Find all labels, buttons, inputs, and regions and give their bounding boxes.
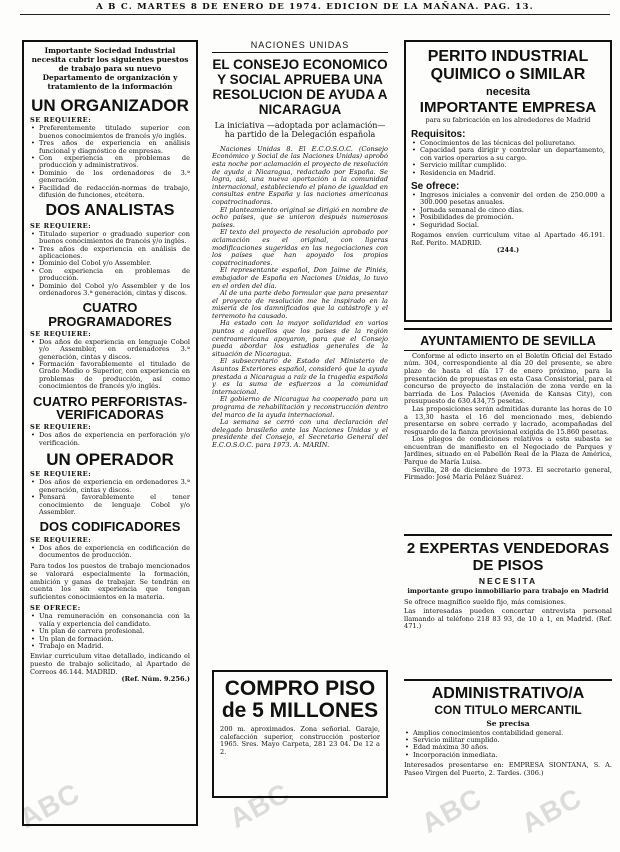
administrativo-precisa: Se precisa xyxy=(486,718,530,728)
req-label: SE REQUIERE: xyxy=(30,470,92,479)
vendedoras-sub: importante grupo inmobiliario para trabajo en Madrid xyxy=(407,587,609,595)
column-left xyxy=(22,40,198,826)
ad-headline: COMPRO PISO de 5 MILLONES xyxy=(221,677,379,722)
title-perforistas: CUATRO PERFORISTAS-VERIFICADORAS xyxy=(32,393,188,422)
ad-compro-piso xyxy=(212,670,388,798)
list-item: • Un plan de formación. xyxy=(30,636,190,643)
list-programadores xyxy=(30,339,190,391)
vendedoras-title: 2 EXPERTAS VENDEDORAS DE PISOS xyxy=(406,540,610,574)
perito-closing: Rogamos envíen curriculum vitae al Apartado 46.191. Ref. Perito. MADRID. xyxy=(411,230,605,247)
list-item: • Servicio militar cumplido. xyxy=(404,737,612,744)
watermark: ABC xyxy=(416,781,487,840)
list-item: • Amplios conocimientos contabilidad general. xyxy=(404,730,612,737)
sevilla-paragraph: Las proposiciones serán admitidas durante las horas de 10 a 13,30 hasta el 16 del mencionado mes, debiendo presentarse en sobre cerrado y lacrado, acompañadas del resguardo de la fianza provisional exigida de 15.860 pesetas. xyxy=(404,404,612,436)
list-item: • Titulado superior o graduado superior con buenos conocimientos de francés y/o inglés. xyxy=(30,231,190,246)
ad-intro: Importante Sociedad Industrial necesita cubrir los siguientes puestos de trabajo para su nuevo Departamento de organización y tratamiento de la información xyxy=(31,46,189,91)
list-item: • Preferentemente titulado superior con buenos conocimientos de francés y/o inglés. xyxy=(30,125,190,140)
news-article xyxy=(212,40,388,662)
list-analistas xyxy=(30,231,190,298)
list-ofrece xyxy=(411,192,605,229)
job-ad-organization xyxy=(22,40,198,826)
list-item: • Incorporación inmediata. xyxy=(404,752,612,759)
req-label: SE REQUIERE: xyxy=(30,329,92,338)
article-headline: EL CONSEJO ECONOMICO Y SOCIAL APRUEBA UNA RESOLUCION DE AYUDA A NICARAGUA xyxy=(212,57,388,117)
edict-sevilla xyxy=(404,328,612,530)
list-item: • Edad máxima 30 años. xyxy=(404,744,612,751)
ad-perito xyxy=(404,40,612,322)
list-item: • Formación favorablemente el titulado de Grado Medio o Superior, con experiencia en problemas de producción, así como conocimientos de francés y/o inglés. xyxy=(30,361,190,391)
column-center xyxy=(212,40,388,798)
article-paragraph: El gobierno de Nicaragua ha cooperado para un programa de rehabilitación y reconstrucción dentro del marco de la ayuda internacional. xyxy=(212,395,388,419)
article-paragraph: Al de una parte debo formular que para presentar el proyecto de resolución me he inspirado en la miseria de los damnificados que la catástrofe y el terremoto ha causado. xyxy=(212,289,388,320)
list-item: • Dominio de los ordenadores de 3.ª generación. xyxy=(30,170,190,185)
sevilla-paragraph: Los pliegos de condiciones relativos a esta subasta se encuentran de manifiesto en el Negociado de Parques y Jardines, situado en el Pabellón Real de la Plaza de América, Parque de María Luisa. xyxy=(404,435,612,467)
list-item: • Con experiencia en problemas de producción. xyxy=(30,268,190,283)
list-item: • Dos años de experiencia en lenguaje Cobol y/o Assembler, en ordenadores 3.ª generación, cintas y discos. xyxy=(30,339,190,361)
article-paragraph: El planteamiento original se dirigió en nombre de ocho países, que se unieron después numerosos países. xyxy=(212,205,388,229)
list-item: • Dos años de experiencia en ordenadores 3.ª generación, cintas y discos. xyxy=(30,479,190,494)
title-operador: UN OPERADOR xyxy=(46,450,174,470)
title-codificadores: DOS CODIFICADORES xyxy=(39,519,181,535)
perito-off-label: Se ofrece: xyxy=(411,180,460,192)
ad-vendedoras xyxy=(404,534,612,675)
page-header: A B C. MARTES 8 DE ENERO DE 1974. EDICION DE LA MAÑANA. PAG. 13. xyxy=(20,2,610,15)
list-organizador xyxy=(30,125,190,199)
vendedoras-text: Se ofrece magnífico sueldo fijo, más comisiones. xyxy=(404,597,566,606)
list-ofrece xyxy=(30,613,190,650)
general-note: Para todos los puestos de trabajo mencionados se valorará especialmente la formación, ambición y ganas de trabajar. Se tendrán en cuenta los sin experiencia que tengan suficientes conocimientos en la materia. xyxy=(30,562,190,601)
title-programadores: CUATRO PROGRAMADORES xyxy=(48,300,172,329)
article-paragraph: Naciones Unidas 8. El E.C.O.S.O.C. (Consejo Económico y Social de las Naciones Unidas) aprobó esta noche por aclamación el proyecto de resolución de ayuda a Nicaragua, redactado por España. Se logra, así, una nueva aportación a la comunidad internacional, estableciendo el plano de igualdad en consultas entre España y las naciones americanas copatrocinadoras. xyxy=(212,144,388,206)
administrativo-subtitle: CON TITULO MERCANTIL xyxy=(434,703,582,718)
ofrece-label: SE OFRECE: xyxy=(30,604,81,613)
list-operador xyxy=(30,479,190,516)
list-perforistas xyxy=(30,432,190,447)
list-item: • Capacidad para dirigir y controlar un departamento, con varios operarios a su cargo. xyxy=(411,147,605,162)
list-codificadores xyxy=(30,545,190,560)
article-paragraph: El representante español, Don Jaime de Piniés, embajador de España en Naciones Unidas, lo tuvo en el orden del día. xyxy=(212,266,388,290)
list-item: • Un plan de carrera profesional. xyxy=(30,628,190,635)
list-item: • Servicio militar cumplido. xyxy=(411,162,605,169)
sevilla-title: AYUNTAMIENTO DE SEVILLA xyxy=(404,335,612,351)
closing-text: Enviar curriculum vitae detallado, indicando el puesto de trabajo solicitado, al Apartado de Correos 46.144. MADRID. xyxy=(30,652,190,676)
title-analistas: DOS ANALISTAS xyxy=(45,202,175,220)
list-item: • Con experiencia en problemas de producción y administrativos. xyxy=(30,155,190,170)
req-label: SE REQUIERE: xyxy=(30,221,92,230)
req-label: SE REQUIERE: xyxy=(30,535,92,544)
list-item: • Pensará favorablemente el tener conocimiento de lenguaje Cobol y/o Assembler. xyxy=(30,494,190,516)
article-paragraph: Ha estado con la mayor solidaridad en varios puntos a aquellos que los países de la región centroamericana apoyaron, para que el Consejo pueda abordar los estudios generales de la situación de Nicaragua. xyxy=(212,319,388,358)
watermark: ABC xyxy=(224,776,295,835)
list-administrativo xyxy=(404,730,612,760)
perito-necesita: necesita xyxy=(485,86,531,98)
article-paragraph: El texto del proyecto de resolución aprobado por aclamación es el original, con ligeras modificaciones sugeridas en las negociaciones con los países que han apoyado los propios copatrocinadores. xyxy=(212,228,388,267)
list-item: • Dos años de experiencia en codificación de documentos de producción. xyxy=(30,545,190,560)
article-paragraph: La semana se cerró con una declaración del delegado brasileño ante las Naciones Unidas y el presidente del Consejo, el Secretario General del E.C.O.S.O.C. para 1973. A. MARÍN. xyxy=(212,418,388,449)
vendedoras-contact: Las interesadas pueden concertar entrevista personal llamando al teléfono 218 83 93, de 10 a 1, en Madrid. (Ref. 471.) xyxy=(404,607,612,631)
list-requisitos xyxy=(411,140,605,177)
sevilla-paragraph: Conforme al edicto inserto en el Boletín Oficial del Estado núm. 304, correspondiente al día 20 del presente, se abre plazo de hasta el día 17 de enero próximo, para la presentación de propuestas en esta Casa Consistorial, para el concurso de proyecto de instalación de zona verde en la barriada de Los Palacios (Avenida de Kansas City), con presupuesto de 630.434,75 pesetas. xyxy=(404,351,612,406)
perito-ref: (244.) xyxy=(496,246,520,255)
list-item: • Facilidad de redacción-normas de trabajo, difusión de funciones, etcétera. xyxy=(30,185,190,200)
list-item: • Seguridad Social. xyxy=(411,222,605,229)
article-body xyxy=(212,146,388,450)
req-label: SE REQUIERE: xyxy=(30,116,92,125)
sevilla-paragraph: Sevilla, 28 de diciembre de 1973. El secretario general, Firmado: José María Peláez Suárez. xyxy=(404,465,612,482)
perito-title: PERITO INDUSTRIAL QUIMICO o SIMILAR xyxy=(427,48,589,83)
vendedoras-necesita: NECESITA xyxy=(478,576,538,586)
perito-req-label: Requisitos: xyxy=(411,128,466,140)
list-item: • Jornada semanal de cinco días. xyxy=(411,207,605,214)
list-item: • Ingresos iniciales a convenir del orden de 250.000 a 300.000 pesetas anuales. xyxy=(411,192,605,207)
list-item: • Residencia en Madrid. xyxy=(411,170,605,177)
reference: (Ref. Núm. 9.256.) xyxy=(121,675,190,684)
watermark: ABC xyxy=(14,776,85,835)
article-paragraph: El subsecretario de Estado del Ministerio de Asuntos Exteriores español, consideró que la ayuda prestada a Nicaragua a raíz de la tragedia española y es la suma de esfuerzos a la comunidad internacional. xyxy=(212,357,388,396)
list-item: • Conocimientos de las técnicas del poliuretano. xyxy=(411,140,605,147)
list-item: • Tres años de experiencia en análisis de aplicaciones. xyxy=(30,246,190,261)
list-item: • Dominio del Cobol y/o Assembler. xyxy=(30,260,190,267)
list-item: • Dominio del Cobol y/o Assembler y de los ordenadores 3.ª generación, cintas y discos. xyxy=(30,283,190,298)
administrativo-title: ADMINISTRATIVO/A xyxy=(431,685,585,702)
ad-text: 200 m. aproximados. Zona señorial. Garaje, calefacción superior, construcción posterior 1965. Sres. Mayo Carpeta, 281 23 04. De 12 a 2. xyxy=(220,725,380,756)
req-label: SE REQUIERE: xyxy=(30,423,92,432)
column-right xyxy=(404,40,612,834)
article-subhead: La iniciativa —adoptada por aclamación— ha partido de la Delegación española xyxy=(214,121,386,140)
perito-location: para su fabricación en los alrededores de Madrid xyxy=(425,116,591,125)
perito-empresa: IMPORTANTE EMPRESA xyxy=(419,99,597,116)
administrativo-closing: Interesados presentarse en: EMPRESA SIONTANA, S. A. Paseo Virgen del Puerto, 2. Tardes. (306.) xyxy=(404,761,612,777)
list-item: • Tres años de experiencia en análisis funcional y diagnóstico de empresas. xyxy=(30,140,190,155)
list-item: • Posibilidades de promoción. xyxy=(411,214,605,221)
list-item: • Trabajo en Madrid. xyxy=(30,643,190,650)
watermark: ABC xyxy=(516,781,587,840)
article-kicker: NACIONES UNIDAS xyxy=(212,40,388,53)
list-item: • Dos años de experiencia en perforación y/o verificación. xyxy=(30,432,190,447)
title-organizador: UN ORGANIZADOR xyxy=(31,96,189,115)
list-item: • Una remuneración en consonancia con la valía y experiencia del candidato. xyxy=(30,613,190,628)
